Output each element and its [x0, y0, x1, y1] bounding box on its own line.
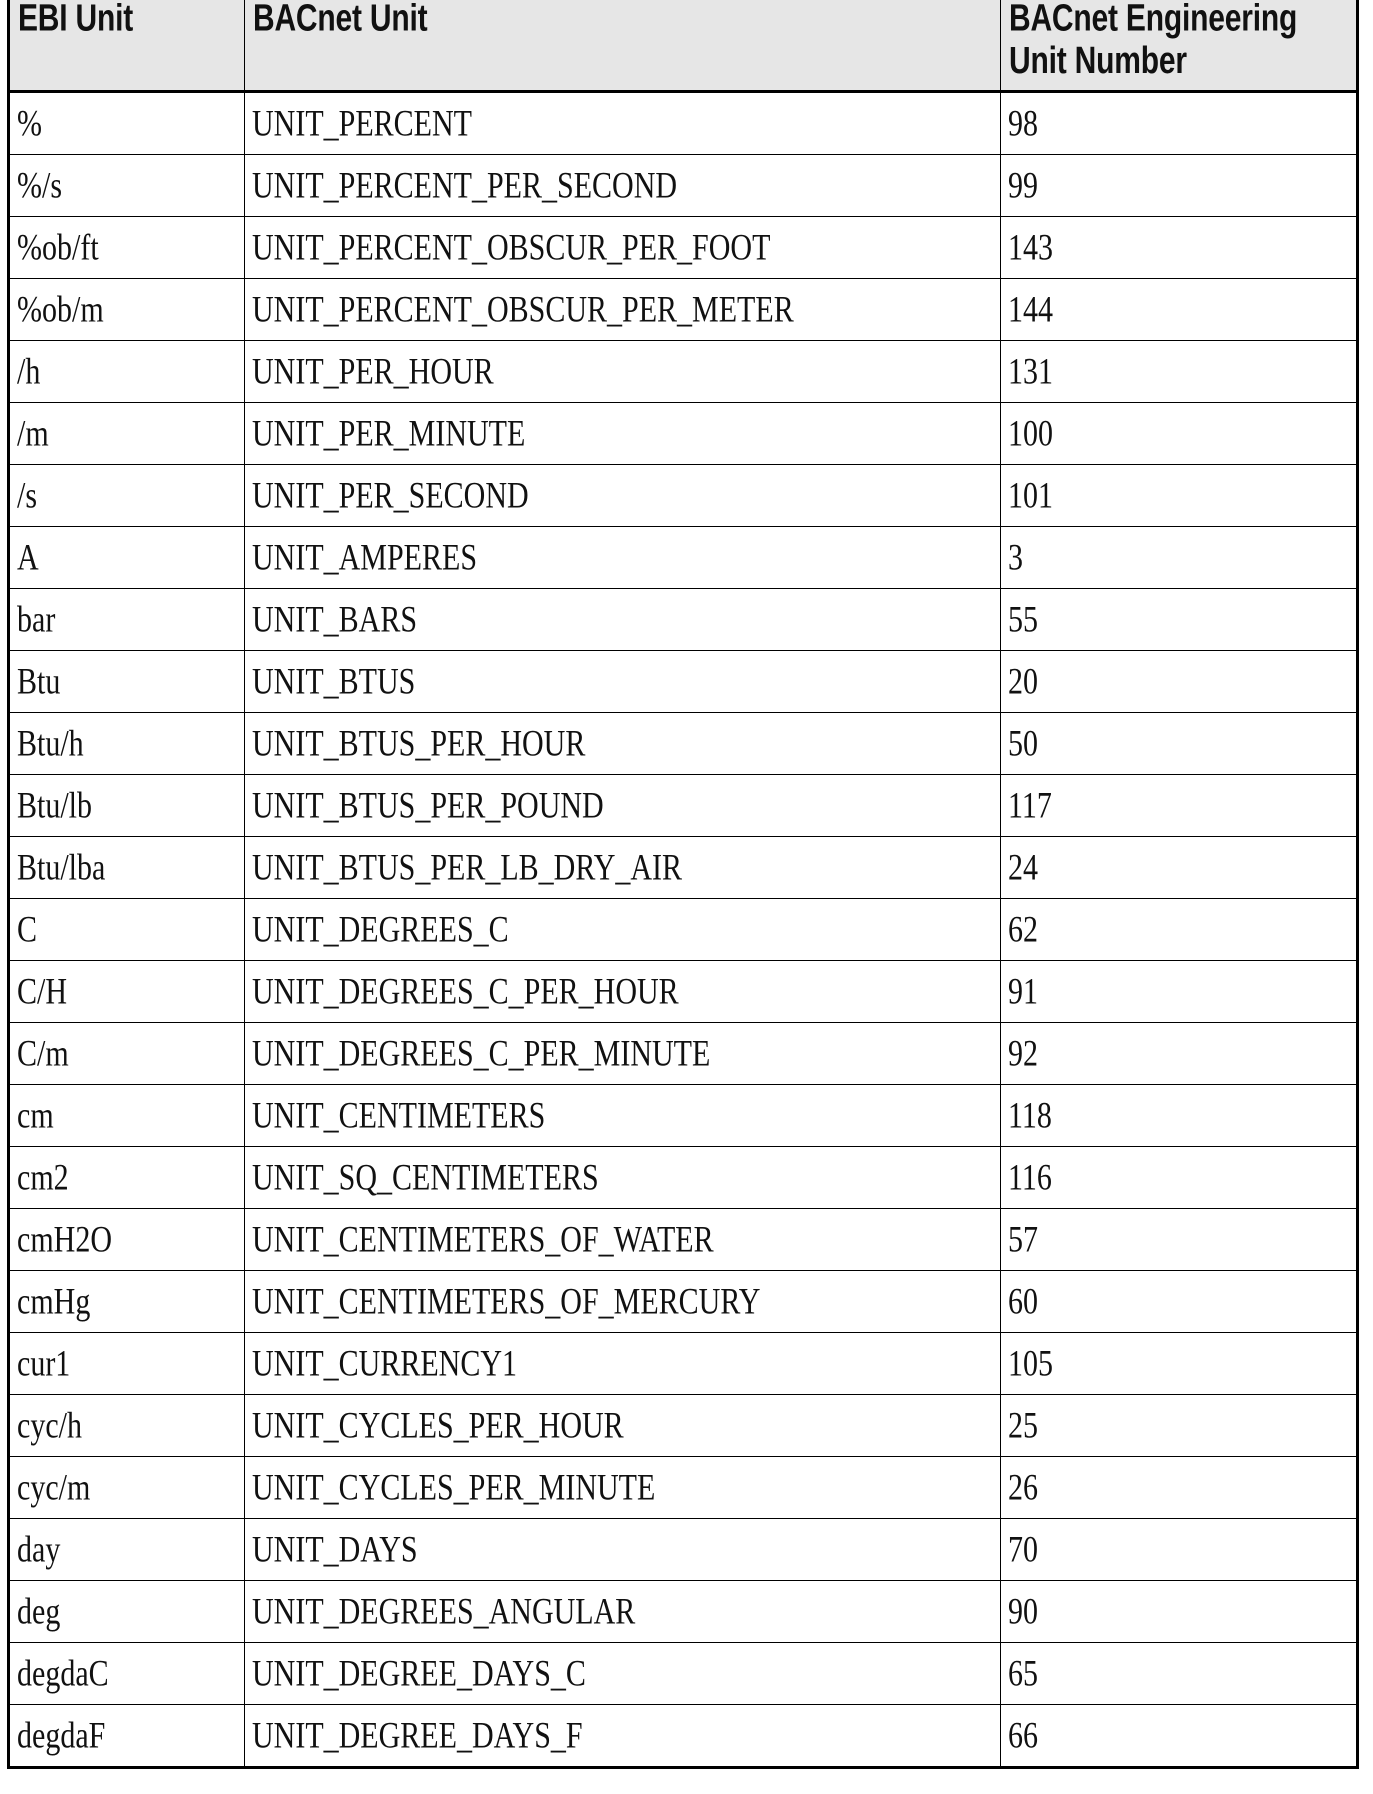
ebi-unit-cell	[9, 1581, 245, 1643]
header-row	[9, 0, 1358, 92]
bacnet-number-cell	[1001, 775, 1358, 837]
bacnet-number-cell	[1001, 217, 1358, 279]
table-row	[9, 651, 1358, 713]
bacnet-unit-cell	[245, 1147, 1001, 1209]
table-row	[9, 1457, 1358, 1519]
table-row	[9, 341, 1358, 403]
bacnet-number-cell	[1001, 155, 1358, 217]
bacnet-number-cell	[1001, 1271, 1358, 1333]
ebi-unit-cell	[9, 1643, 245, 1705]
table-row	[9, 217, 1358, 279]
ebi-unit-cell	[9, 899, 245, 961]
ebi-unit-cell-text: degdaF	[17, 1714, 106, 1756]
ebi-unit-cell	[9, 1457, 245, 1519]
bacnet-unit-cell	[245, 279, 1001, 341]
bacnet-unit-cell	[245, 465, 1001, 527]
table-row	[9, 1643, 1358, 1705]
bacnet-number-cell-text: 60	[1008, 1280, 1038, 1322]
bacnet-number-cell-text: 57	[1008, 1218, 1038, 1260]
bacnet-unit-cell	[245, 1023, 1001, 1085]
bacnet-number-cell	[1001, 403, 1358, 465]
bacnet-unit-cell-text: UNIT_DEGREES_C_PER_MINUTE	[252, 1032, 711, 1074]
bacnet-number-cell-text: 99	[1008, 164, 1038, 206]
header-bacnet-engineering-unit-number	[1001, 0, 1358, 92]
bacnet-number-cell	[1001, 1023, 1358, 1085]
bacnet-number-cell-text: 131	[1008, 350, 1053, 392]
bacnet-number-cell-text: 117	[1008, 784, 1052, 826]
bacnet-unit-cell	[245, 1085, 1001, 1147]
bacnet-unit-cell	[245, 1643, 1001, 1705]
ebi-unit-cell	[9, 279, 245, 341]
bacnet-unit-cell	[245, 155, 1001, 217]
ebi-unit-cell-text: /h	[17, 350, 41, 392]
bacnet-unit-cell	[245, 1457, 1001, 1519]
bacnet-unit-cell-text: UNIT_BTUS_PER_POUND	[252, 784, 604, 826]
ebi-unit-cell	[9, 775, 245, 837]
ebi-unit-cell-text: /m	[17, 412, 49, 454]
bacnet-number-cell	[1001, 1643, 1358, 1705]
bacnet-number-cell-text: 91	[1008, 970, 1038, 1012]
header-ebi-unit	[9, 0, 245, 92]
bacnet-number-cell	[1001, 341, 1358, 403]
table-row	[9, 1705, 1358, 1768]
table-row	[9, 1333, 1358, 1395]
bacnet-number-cell	[1001, 713, 1358, 775]
table-row	[9, 1519, 1358, 1581]
bacnet-number-cell	[1001, 651, 1358, 713]
table-row	[9, 713, 1358, 775]
table-row	[9, 527, 1358, 589]
ebi-unit-cell-text: %	[17, 102, 42, 144]
ebi-unit-cell-text: cm	[17, 1094, 54, 1136]
bacnet-unit-cell	[245, 527, 1001, 589]
ebi-unit-cell-text: day	[17, 1528, 61, 1570]
bacnet-unit-cell-text: UNIT_CENTIMETERS_OF_WATER	[252, 1218, 714, 1260]
table-row	[9, 961, 1358, 1023]
bacnet-number-cell	[1001, 1519, 1358, 1581]
bacnet-number-cell-text: 118	[1008, 1094, 1052, 1136]
ebi-unit-cell	[9, 651, 245, 713]
bacnet-number-cell	[1001, 279, 1358, 341]
bacnet-number-cell-text: 70	[1008, 1528, 1038, 1570]
bacnet-unit-cell	[245, 92, 1001, 155]
ebi-unit-cell	[9, 92, 245, 155]
bacnet-unit-cell-text: UNIT_PER_MINUTE	[252, 412, 526, 454]
bacnet-unit-cell-text: UNIT_DEGREES_ANGULAR	[252, 1590, 636, 1632]
bacnet-unit-cell-text: UNIT_PERCENT_OBSCUR_PER_FOOT	[252, 226, 771, 268]
ebi-unit-cell-text: Btu/lba	[17, 846, 106, 888]
ebi-unit-cell-text: Btu	[17, 660, 61, 702]
bacnet-number-cell-text: 24	[1008, 846, 1038, 888]
ebi-unit-cell	[9, 1333, 245, 1395]
table-row	[9, 403, 1358, 465]
table-row	[9, 1023, 1358, 1085]
bacnet-unit-cell-text: UNIT_DEGREES_C_PER_HOUR	[252, 970, 679, 1012]
bacnet-unit-cell-text: UNIT_DEGREE_DAYS_C	[252, 1652, 586, 1694]
ebi-unit-cell-text: degdaC	[17, 1652, 109, 1694]
table-body	[9, 92, 1358, 1768]
ebi-unit-cell-text: cyc/m	[17, 1466, 91, 1508]
table-row	[9, 279, 1358, 341]
ebi-unit-cell	[9, 465, 245, 527]
bacnet-number-cell-text: 105	[1008, 1342, 1053, 1384]
table-header	[9, 0, 1358, 92]
bacnet-unit-cell-text: UNIT_PER_SECOND	[252, 474, 529, 516]
ebi-unit-cell	[9, 403, 245, 465]
bacnet-unit-cell	[245, 775, 1001, 837]
bacnet-unit-cell-text: UNIT_CURRENCY1	[252, 1342, 518, 1384]
ebi-unit-cell-text: Btu/h	[17, 722, 84, 764]
table-row	[9, 1395, 1358, 1457]
bacnet-unit-cell-text: UNIT_CENTIMETERS_OF_MERCURY	[252, 1280, 761, 1322]
table-row	[9, 1147, 1358, 1209]
bacnet-unit-cell-text: UNIT_CYCLES_PER_HOUR	[252, 1404, 624, 1446]
bacnet-unit-cell	[245, 1581, 1001, 1643]
bacnet-number-cell-text: 50	[1008, 722, 1038, 764]
ebi-bacnet-units-table	[7, 0, 1359, 1769]
ebi-unit-cell-text: C/H	[17, 970, 68, 1012]
bacnet-unit-cell-text: UNIT_PERCENT	[252, 102, 472, 144]
table-row	[9, 92, 1358, 155]
bacnet-unit-cell-text: UNIT_BARS	[252, 598, 418, 640]
header-ebi-unit-label: EBI Unit	[18, 0, 134, 40]
ebi-unit-cell	[9, 837, 245, 899]
bacnet-number-cell	[1001, 1395, 1358, 1457]
ebi-unit-cell-text: deg	[17, 1590, 61, 1632]
ebi-unit-cell-text: /s	[17, 474, 38, 516]
ebi-unit-cell-text: cmHg	[17, 1280, 91, 1322]
ebi-unit-cell-text: cur1	[17, 1342, 71, 1384]
table-row	[9, 589, 1358, 651]
bacnet-number-cell-text: 55	[1008, 598, 1038, 640]
bacnet-unit-cell-text: UNIT_DAYS	[252, 1528, 418, 1570]
ebi-unit-cell	[9, 155, 245, 217]
ebi-unit-cell	[9, 527, 245, 589]
table-row	[9, 1209, 1358, 1271]
bacnet-number-cell	[1001, 961, 1358, 1023]
bacnet-number-cell-text: 98	[1008, 102, 1038, 144]
bacnet-unit-cell-text: UNIT_PERCENT_OBSCUR_PER_METER	[252, 288, 794, 330]
bacnet-unit-cell-text: UNIT_BTUS	[252, 660, 416, 702]
bacnet-unit-cell	[245, 961, 1001, 1023]
bacnet-number-cell-text: 116	[1008, 1156, 1052, 1198]
bacnet-number-cell	[1001, 837, 1358, 899]
bacnet-unit-cell-text: UNIT_SQ_CENTIMETERS	[252, 1156, 599, 1198]
bacnet-number-cell-text: 66	[1008, 1714, 1038, 1756]
bacnet-number-cell-text: 65	[1008, 1652, 1038, 1694]
bacnet-number-cell	[1001, 1147, 1358, 1209]
ebi-unit-cell-text: A	[17, 536, 39, 578]
ebi-unit-cell	[9, 589, 245, 651]
bacnet-unit-cell	[245, 403, 1001, 465]
ebi-unit-cell	[9, 1271, 245, 1333]
ebi-unit-cell	[9, 1209, 245, 1271]
bacnet-number-cell	[1001, 1209, 1358, 1271]
bacnet-number-cell-text: 92	[1008, 1032, 1038, 1074]
ebi-unit-cell-text: %ob/m	[17, 288, 104, 330]
bacnet-number-cell-text: 100	[1008, 412, 1053, 454]
ebi-unit-cell-text: cmH2O	[17, 1218, 112, 1260]
bacnet-number-cell	[1001, 527, 1358, 589]
bacnet-number-cell-text: 25	[1008, 1404, 1038, 1446]
bacnet-unit-cell-text: UNIT_BTUS_PER_HOUR	[252, 722, 586, 764]
ebi-unit-cell	[9, 1395, 245, 1457]
table-row	[9, 899, 1358, 961]
table-row	[9, 1085, 1358, 1147]
header-bacnet-number-label	[1009, 0, 1297, 82]
bacnet-number-cell	[1001, 465, 1358, 527]
bacnet-number-cell-text: 3	[1008, 536, 1023, 578]
bacnet-number-cell	[1001, 1457, 1358, 1519]
ebi-unit-cell	[9, 1023, 245, 1085]
bacnet-number-cell-text: 90	[1008, 1590, 1038, 1632]
ebi-unit-cell-text: %/s	[17, 164, 62, 206]
bacnet-unit-cell-text: UNIT_CENTIMETERS	[252, 1094, 546, 1136]
header-bacnet-number-line1: BACnet Engineering	[1009, 0, 1298, 40]
ebi-unit-cell	[9, 1519, 245, 1581]
bacnet-number-cell	[1001, 1333, 1358, 1395]
table-row	[9, 775, 1358, 837]
ebi-unit-cell-text: cm2	[17, 1156, 69, 1198]
bacnet-unit-cell	[245, 341, 1001, 403]
ebi-unit-cell	[9, 713, 245, 775]
bacnet-unit-cell	[245, 651, 1001, 713]
bacnet-unit-cell-text: UNIT_PER_HOUR	[252, 350, 494, 392]
table-row	[9, 155, 1358, 217]
bacnet-unit-cell	[245, 1333, 1001, 1395]
ebi-unit-cell-text: %ob/ft	[17, 226, 99, 268]
bacnet-number-cell	[1001, 1705, 1358, 1768]
bacnet-number-cell	[1001, 589, 1358, 651]
bacnet-unit-cell	[245, 1209, 1001, 1271]
header-bacnet-unit	[245, 0, 1001, 92]
header-bacnet-number-line2: Unit Number	[1009, 39, 1187, 82]
bacnet-number-cell	[1001, 1085, 1358, 1147]
table-row	[9, 837, 1358, 899]
bacnet-number-cell	[1001, 92, 1358, 155]
ebi-unit-cell-text: cyc/h	[17, 1404, 82, 1446]
ebi-unit-cell	[9, 1147, 245, 1209]
bacnet-number-cell	[1001, 1581, 1358, 1643]
bacnet-unit-cell	[245, 1395, 1001, 1457]
bacnet-number-cell-text: 62	[1008, 908, 1038, 950]
table-row	[9, 1581, 1358, 1643]
bacnet-unit-cell-text: UNIT_DEGREES_C	[252, 908, 509, 950]
bacnet-unit-cell	[245, 1519, 1001, 1581]
table-row	[9, 1271, 1358, 1333]
bacnet-unit-cell	[245, 713, 1001, 775]
ebi-unit-cell	[9, 217, 245, 279]
ebi-unit-cell	[9, 341, 245, 403]
ebi-unit-cell-text: bar	[17, 598, 56, 640]
bacnet-number-cell-text: 26	[1008, 1466, 1038, 1508]
bacnet-unit-cell-text: UNIT_PERCENT_PER_SECOND	[252, 164, 678, 206]
bacnet-number-cell-text: 20	[1008, 660, 1038, 702]
ebi-unit-cell	[9, 1705, 245, 1768]
bacnet-unit-cell	[245, 1705, 1001, 1768]
bacnet-unit-cell	[245, 1271, 1001, 1333]
bacnet-unit-cell-text: UNIT_AMPERES	[252, 536, 478, 578]
bacnet-unit-cell-text: UNIT_BTUS_PER_LB_DRY_AIR	[252, 846, 683, 888]
bacnet-unit-cell	[245, 217, 1001, 279]
bacnet-unit-cell-text: UNIT_CYCLES_PER_MINUTE	[252, 1466, 656, 1508]
bacnet-number-cell	[1001, 899, 1358, 961]
bacnet-number-cell-text: 101	[1008, 474, 1053, 516]
bacnet-number-cell-text: 143	[1008, 226, 1053, 268]
header-bacnet-unit-label: BACnet Unit	[253, 0, 428, 40]
table-row	[9, 465, 1358, 527]
ebi-unit-cell-text: Btu/lb	[17, 784, 93, 826]
bacnet-unit-cell	[245, 589, 1001, 651]
bacnet-unit-cell-text: UNIT_DEGREE_DAYS_F	[252, 1714, 583, 1756]
bacnet-unit-cell	[245, 837, 1001, 899]
ebi-unit-cell	[9, 961, 245, 1023]
ebi-unit-cell-text: C	[17, 908, 38, 950]
bacnet-unit-cell	[245, 899, 1001, 961]
ebi-unit-cell-text: C/m	[17, 1032, 69, 1074]
ebi-unit-cell	[9, 1085, 245, 1147]
bacnet-number-cell-text: 144	[1008, 288, 1053, 330]
